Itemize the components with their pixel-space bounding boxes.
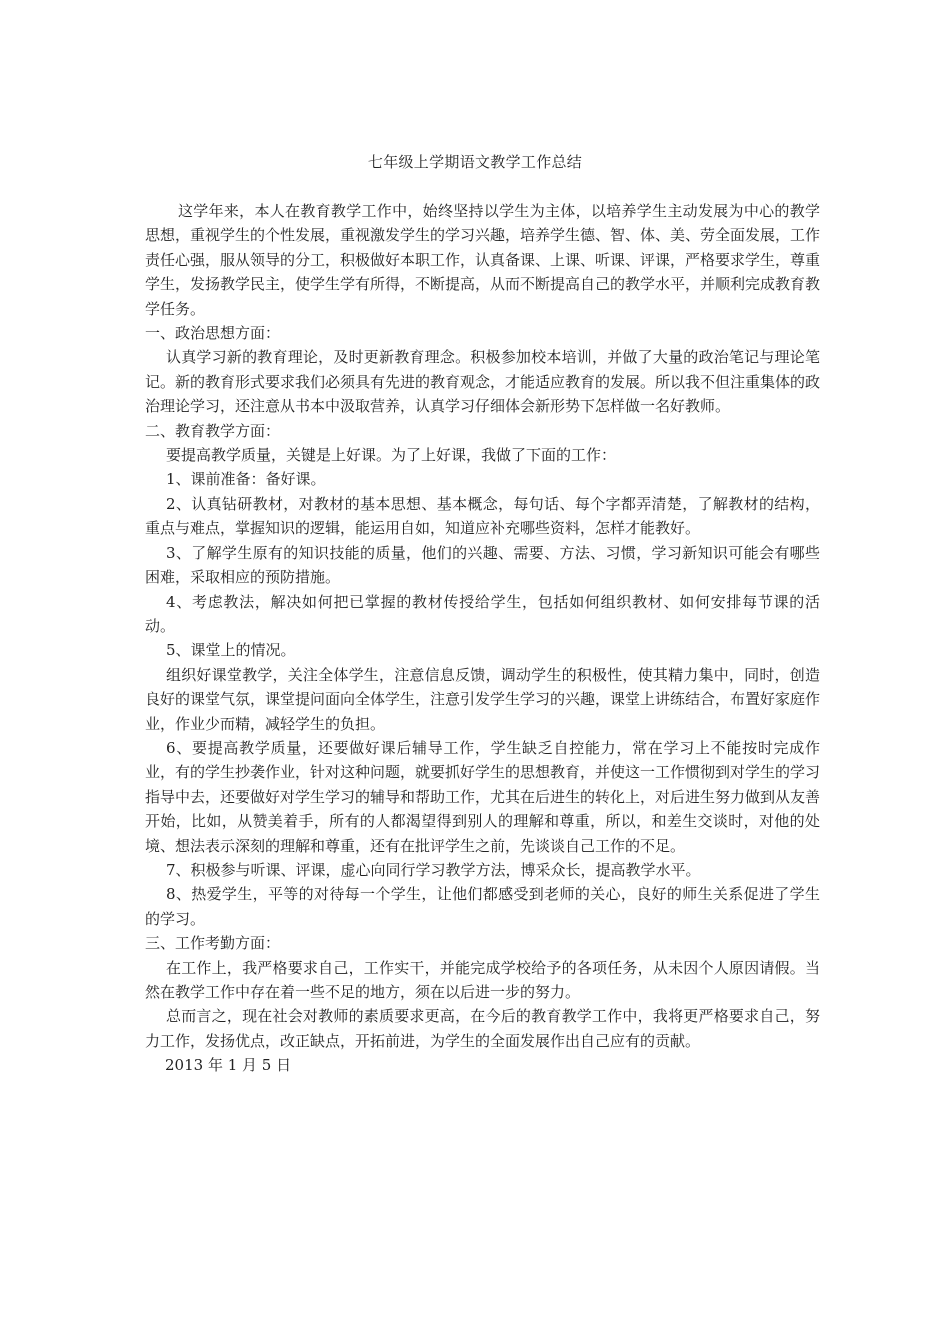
teaching-intro-paragraph: 要提高教学质量，关键是上好课。为了上好课，我做了下面的工作： [166,446,617,465]
section-heading-attendance: 三、工作考勤方面： [145,934,281,953]
list-item: 1、课前准备：备好课。 [166,470,326,489]
document-date: 2013 年 1 月 5 日 [165,1056,292,1075]
list-item: 3、了解学生原有的知识技能的质量，他们的兴趣、需要、方法、习惯，学习新知识可能会有哪些困难，采取相应的预防措施。 [145,543,820,587]
conclusion-paragraph: 总而言之，现在社会对教师的素质要求更高，在今后的教育教学工作中，我将更严格要求自己，努力工作，发扬优点，改正缺点，开拓前进，为学生的全面发展作出自己应有的贡献。 [145,1007,820,1050]
document-body [145,199,820,1078]
intro-paragraph: 这学年来，本人在教育教学工作中，始终坚持以学生为主体，以培养学生主动发展为中心的教学思想，重视学生的个性发展，重视激发学生的学习兴趣，培养学生德、智、体、美、劳全面发展，工作责任心强，服从领导的分工，积极做好本职工作，认真备课、上课、听课、评课，严格要求学生，尊重学生，发扬教学民主，使学生学有所得，不断提高，从而不断提高自己的教学水平，并顺利完成教育教学任务。 [145,202,821,318]
list-item: 8、热爱学生，平等的对待每一个学生，让他们都感受到老师的关心，良好的师生关系促进了学生的学习。 [145,885,820,928]
list-item: 5、课堂上的情况。 [166,641,296,660]
list-item: 2、认真钻研教材，对教材的基本思想、基本概念，每句话、每个字都弄清楚，了解教材的结构，重点与难点，掌握知识的逻辑，能运用自如，知道应补充哪些资料，怎样才能教好。 [145,494,820,538]
document-title: 七年级上学期语文教学工作总结 [367,153,583,171]
attendance-paragraph: 在工作上，我严格要求自己，工作实干，并能完成学校给予的各项任务，从未因个人原因请假。当然在教学工作中存在着一些不足的地方，须在以后进一步的努力。 [145,958,820,1001]
politics-paragraph: 认真学习新的教育理论，及时更新教育理念。积极参加校本培训，并做了大量的政治笔记与理论笔记。新的教育形式要求我们必须具有先进的教育观念，才能适应教育的发展。所以我不但注重集体的政治理论学习，还注意从书本中汲取营养，认真学习仔细体会新形势下怎样做一名好教师。 [145,348,821,416]
section-heading-teaching: 二、教育教学方面： [145,421,281,440]
list-item: 7、积极参与听课、评课，虚心向同行学习教学方法，博采众长，提高教学水平。 [166,860,701,879]
section-heading-politics: 一、政治思想方面： [145,324,281,343]
list-item: 4、考虑教法，解决如何把已掌握的教材传授给学生，包括如何组织教材、如何安排每节课的活动。 [145,592,820,635]
classroom-paragraph: 组织好课堂教学，关注全体学生，注意信息反馈，调动学生的积极性，使其精力集中，同时，创造良好的课堂气氛，课堂提问面向全体学生，注意引发学生学习的兴趣，课堂上讲练结合，布置好家庭作业，作业少而精，减轻学生的负担。 [145,665,821,733]
list-item: 6、要提高教学质量，还要做好课后辅导工作，学生缺乏自控能力，常在学习上不能按时完成作业，有的学生抄袭作业，针对这种问题，就要抓好学生的思想教育，并使这一工作惯彻到对学生的学习指导中去，还要做好对学生学习的辅导和帮助工作，尤其在后进生的转化上，对后进生努力做到从友善开始，比如，从赞美着手，所有的人都渴望得到别人的理解和尊重，所以，和差生交谈时，对他的处境、想法表示深刻的理解和尊重，还有在批评学生之前，先谈谈自己工作的不足。 [145,738,821,855]
